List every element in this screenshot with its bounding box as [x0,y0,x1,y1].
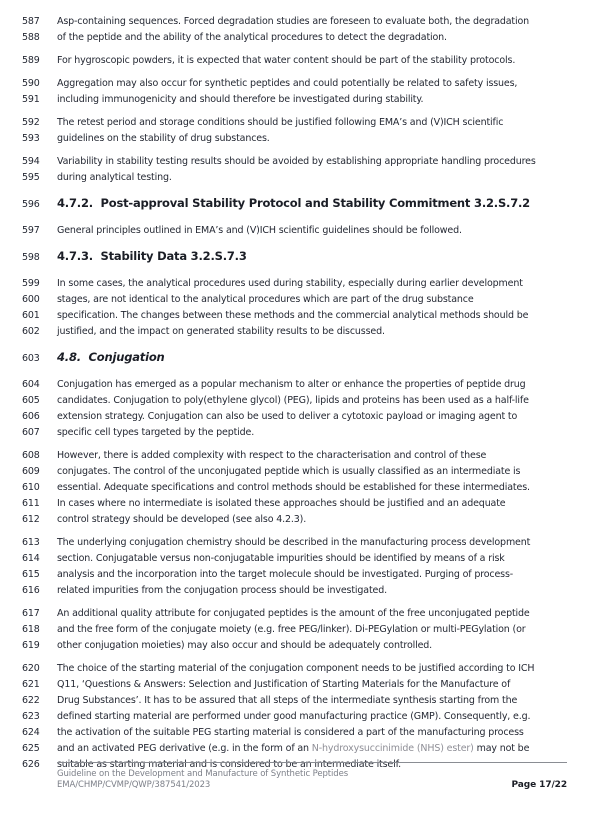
text-line [22,308,598,324]
line-number: 617 [22,608,40,619]
text-line [22,480,598,496]
line-number: 592 [22,117,40,128]
line-text [57,741,598,757]
text-line [22,276,598,292]
text-line [22,223,598,239]
text-line [22,622,598,638]
line-number: 613 [22,537,40,548]
line-number: 609 [22,466,40,477]
heading-text: 4.7.2. Post-approval Stability Protocol and Stability Commitment 3.2.S.7.2 [57,196,530,210]
line-text: suitable as starting material and is considered to be an intermediate itself. [57,759,401,770]
text-line [22,347,598,369]
line-number: 587 [22,16,40,27]
line-text: Drug Substances’. It has to be assured that all steps of the intermediate synthesis starting from the [57,695,518,706]
paragraph [22,377,598,441]
line-number: 593 [22,133,40,144]
line-number: 621 [22,679,40,690]
line-number: 598 [22,252,40,263]
line-text: of the peptide and the ability of the analytical procedures to detect the degradation. [57,32,447,43]
paragraph [22,14,598,46]
line-text: The retest period and storage conditions should be justified following EMA’s and (V)ICH scientific [57,117,504,128]
paragraph [22,661,598,773]
text-line [22,170,598,186]
line-number: 600 [22,294,40,305]
line-text: The choice of the starting material of the conjugation component needs to be justified according to ICH [57,663,535,674]
line-text: An additional quality attribute for conjugated peptides is the amount of the free unconjugated peptide [57,608,530,619]
line-number: 612 [22,514,40,525]
line-text: In some cases, the analytical procedures used during stability, especially during earlier development [57,278,523,289]
text-line [22,725,598,741]
line-number: 588 [22,32,40,43]
line-number: 619 [22,640,40,651]
line-text: other conjugation moieties) may also occur and should be adequately controlled. [57,640,433,651]
footer-document-info [57,769,348,791]
line-text: extension strategy. Conjugation can also be used to deliver a cytotoxic payload or imaging agent to [57,411,518,422]
text-line [22,583,598,599]
text-line [22,115,598,131]
line-number: 597 [22,225,40,236]
line-text: control strategy should be developed (see also 4.2.3). [57,514,307,525]
footer-reference-number: EMA/CHMP/CVMP/QWP/387541/2023 [57,780,211,790]
line-text: candidates. Conjugation to poly(ethylene glycol) (PEG), lipids and proteins has been used as a half-life [57,395,529,406]
heading-text: 4.7.3. Stability Data 3.2.S.7.3 [57,249,247,263]
paragraph [22,223,598,239]
text-line [22,292,598,308]
paragraph [22,76,598,108]
text-line [22,131,598,147]
line-number: 605 [22,395,40,406]
text-segment: may not be [473,743,530,754]
text-line [22,661,598,677]
footer-guideline-title: Guideline on the Development and Manufacture of Synthetic Peptides [57,769,349,779]
text-line [22,53,598,69]
line-text: justified, and the impact on generated stability results to be discussed. [57,326,385,337]
line-number: 599 [22,278,40,289]
line-text: Q11, ‘Questions & Answers: Selection and Justification of Starting Materials for the Manufacture of [57,679,511,690]
line-text: stages, are not identical to the analytical procedures which are part of the drug substance [57,294,474,305]
line-number: 624 [22,727,40,738]
heading-text: 4.8. Conjugation [57,350,165,364]
line-text: defined starting material are performed under good manufacturing practice (GMP). Consequently, e.g. [57,711,531,722]
line-text: including immunogenicity and should therefore be investigated during stability. [57,94,424,105]
line-text: related impurities from the conjugation process should be investigated. [57,585,387,596]
paragraph [22,154,598,186]
paragraph [22,276,598,340]
line-number: 604 [22,379,40,390]
text-line [22,324,598,340]
line-text: General principles outlined in EMA’s and (V)ICH scientific guidelines should be followed. [57,225,462,236]
line-text: specific cell types targeted by the peptide. [57,427,255,438]
text-line [22,496,598,512]
line-number: 620 [22,663,40,674]
text-line [22,551,598,567]
line-text: Variability in stability testing results should be avoided by establishing appropriate handling procedures [57,156,536,167]
line-number: 611 [22,498,40,509]
line-text: during analytical testing. [57,172,172,183]
muted-text-segment: N-hydroxysuccinimide (NHS) ester) [311,743,474,754]
line-number: 610 [22,482,40,493]
text-line [22,567,598,583]
line-number: 622 [22,695,40,706]
text-line [22,246,598,268]
line-number: 618 [22,624,40,635]
line-number: 625 [22,743,40,754]
text-line [22,448,598,464]
paragraph [22,606,598,654]
text-line [22,693,598,709]
text-segment: and an activated PEG derivative (e.g. in the form of an [57,743,312,754]
text-line [22,638,598,654]
line-text: and the free form of the conjugate moiety (e.g. free PEG/linker). Di-PEGylation or multi-PEGylation (or [57,624,526,635]
text-line [22,76,598,92]
text-line [22,709,598,725]
line-number: 594 [22,156,40,167]
line-number: 595 [22,172,40,183]
page-number: Page 17/22 [511,780,567,790]
page-footer [57,762,567,791]
paragraph [22,53,598,69]
text-line [22,393,598,409]
text-line [22,92,598,108]
line-number: 603 [22,353,40,364]
text-line [22,30,598,46]
text-line [22,464,598,480]
text-line [22,409,598,425]
section-heading [22,246,598,268]
text-line [22,677,598,693]
text-line [22,535,598,551]
text-line [22,193,598,215]
line-number: 626 [22,759,40,770]
line-number: 614 [22,553,40,564]
line-text: conjugates. The control of the unconjugated peptide which is usually classified as an intermediate is [57,466,521,477]
line-text: the activation of the suitable PEG starting material is considered a part of the manufacturing process [57,727,524,738]
line-text: essential. Adequate specifications and control methods should be established for these intermediates. [57,482,530,493]
paragraph [22,448,598,528]
line-number: 608 [22,450,40,461]
line-text: However, there is added complexity with respect to the characterisation and control of these [57,450,487,461]
line-text: The underlying conjugation chemistry should be described in the manufacturing process development [57,537,531,548]
text-line [22,154,598,170]
text-line [22,606,598,622]
line-text: section. Conjugatable versus non-conjugatable impurities should be identified by means of a risk [57,553,505,564]
line-text: specification. The changes between these methods and the commercial analytical methods should be [57,310,529,321]
line-number: 602 [22,326,40,337]
line-number: 590 [22,78,40,89]
line-number: 615 [22,569,40,580]
line-number: 591 [22,94,40,105]
line-text: In cases where no intermediate is isolated these approaches should be justified and an adequate [57,498,506,509]
line-text: guidelines on the stability of drug substances. [57,133,270,144]
paragraph [22,115,598,147]
paragraph [22,535,598,599]
text-line [22,14,598,30]
line-text: For hygroscopic powders, it is expected that water content should be part of the stability protocols. [57,55,516,66]
line-text: analysis and the incorporation into the target molecule should be investigated. Purging of process- [57,569,514,580]
line-number: 589 [22,55,40,66]
line-number: 623 [22,711,40,722]
section-heading [22,347,598,369]
line-text: Asp-containing sequences. Forced degradation studies are foreseen to evaluate both, the degradation [57,16,530,27]
line-number: 616 [22,585,40,596]
line-number: 601 [22,310,40,321]
line-number: 607 [22,427,40,438]
text-line [22,425,598,441]
line-number: 596 [22,199,40,210]
line-text: Conjugation has emerged as a popular mechanism to alter or enhance the properties of peptide drug [57,379,526,390]
section-heading [22,193,598,215]
text-line [22,512,598,528]
line-text: Aggregation may also occur for synthetic peptides and could potentially be related to safety issues, [57,78,518,89]
text-line [22,741,598,757]
line-number: 606 [22,411,40,422]
text-line [22,377,598,393]
